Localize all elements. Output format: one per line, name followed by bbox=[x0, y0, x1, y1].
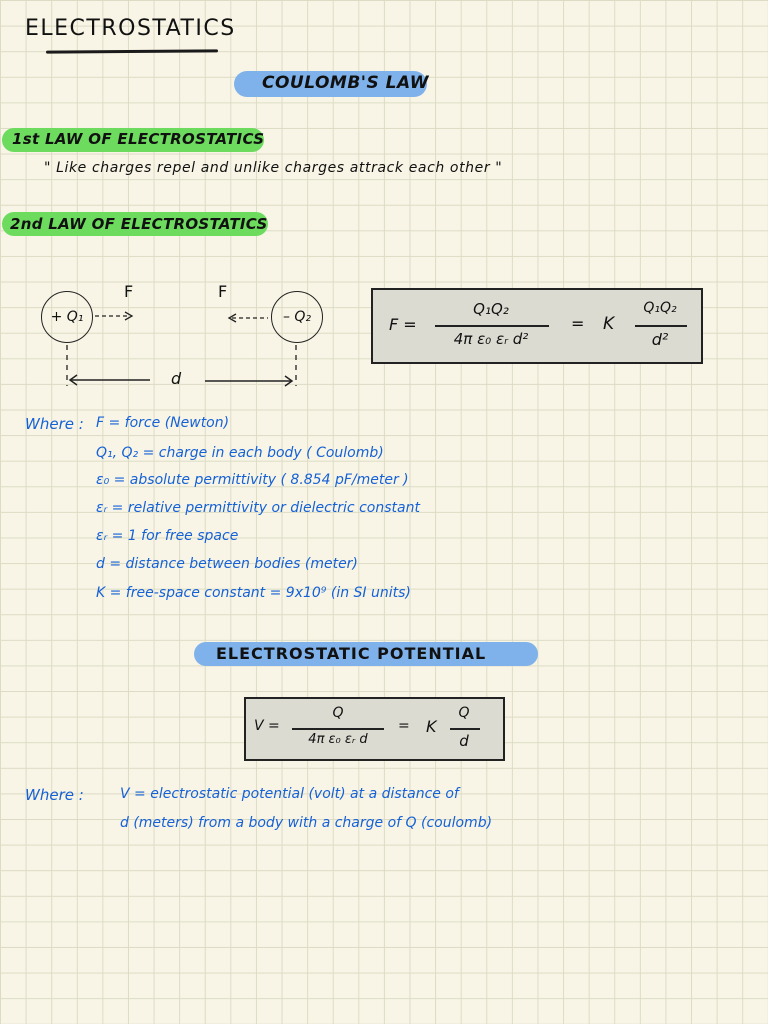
definition-line: εᵣ = 1 for free space bbox=[96, 528, 239, 544]
fraction-bar bbox=[635, 325, 687, 327]
where-label: Where : bbox=[25, 415, 84, 433]
potential-definition-line: d (meters) from a body with a charge of Q (coulomb) bbox=[120, 815, 493, 831]
potential-k-denominator: d bbox=[459, 732, 469, 750]
fraction-bar bbox=[450, 728, 480, 730]
potential-equals: = bbox=[398, 718, 410, 734]
definition-line: K = free-space constant = 9x10⁹ (in SI units) bbox=[96, 585, 411, 601]
page-title: ELECTROSTATICS bbox=[25, 16, 236, 41]
negative-charge-label: – Q₂ bbox=[282, 309, 312, 325]
formula-k-denominator: d² bbox=[651, 330, 669, 349]
second-law-heading-text: 2nd LAW OF ELECTROSTATICS bbox=[10, 215, 268, 233]
potential-heading bbox=[194, 642, 538, 666]
potential-where-label: Where : bbox=[25, 786, 84, 804]
definition-line: F = force (Newton) bbox=[96, 415, 230, 431]
definition-line: ε₀ = absolute permittivity ( 8.854 pF/meter ) bbox=[96, 472, 409, 488]
potential-lhs: V = bbox=[254, 718, 280, 734]
formula-lhs: F = bbox=[389, 315, 417, 334]
formula-denominator: 4π ε₀ εᵣ d² bbox=[453, 330, 529, 348]
potential-heading-text: ELECTROSTATIC POTENTIAL bbox=[216, 644, 487, 663]
fraction-bar bbox=[292, 728, 384, 730]
first-law-heading-text: 1st LAW OF ELECTROSTATICS bbox=[12, 130, 265, 148]
coulomb-formula-box bbox=[371, 288, 703, 364]
definition-line: εᵣ = relative permittivity or dielectric constant bbox=[96, 500, 420, 516]
force-label-left: F bbox=[124, 282, 134, 301]
positive-charge-label: + Q₁ bbox=[50, 309, 84, 325]
force-label-right: F bbox=[218, 282, 228, 301]
potential-definition-line: V = electrostatic potential (volt) at a distance of bbox=[120, 786, 459, 802]
formula-k-numerator: Q₁Q₂ bbox=[643, 300, 677, 316]
first-law-quote: " Like charges repel and unlike charges attrack each other " bbox=[44, 160, 503, 176]
potential-k-numerator: Q bbox=[458, 705, 470, 721]
formula-numerator: Q₁Q₂ bbox=[473, 300, 509, 318]
potential-constant-k: K bbox=[426, 717, 437, 736]
definition-line: Q₁, Q₂ = charge in each body ( Coulomb) bbox=[96, 445, 384, 461]
distance-label: d bbox=[171, 369, 182, 388]
potential-numerator: Q bbox=[332, 705, 344, 721]
potential-denominator: 4π ε₀ εᵣ d bbox=[308, 732, 368, 747]
definition-line: d = distance between bodies (meter) bbox=[96, 556, 358, 572]
coulomb-law-heading-text: COULOMB'S LAW bbox=[262, 73, 429, 93]
potential-formula-box bbox=[244, 697, 505, 761]
fraction-bar bbox=[435, 325, 549, 327]
formula-equals: = bbox=[571, 314, 585, 333]
formula-constant-k: K bbox=[603, 314, 615, 334]
